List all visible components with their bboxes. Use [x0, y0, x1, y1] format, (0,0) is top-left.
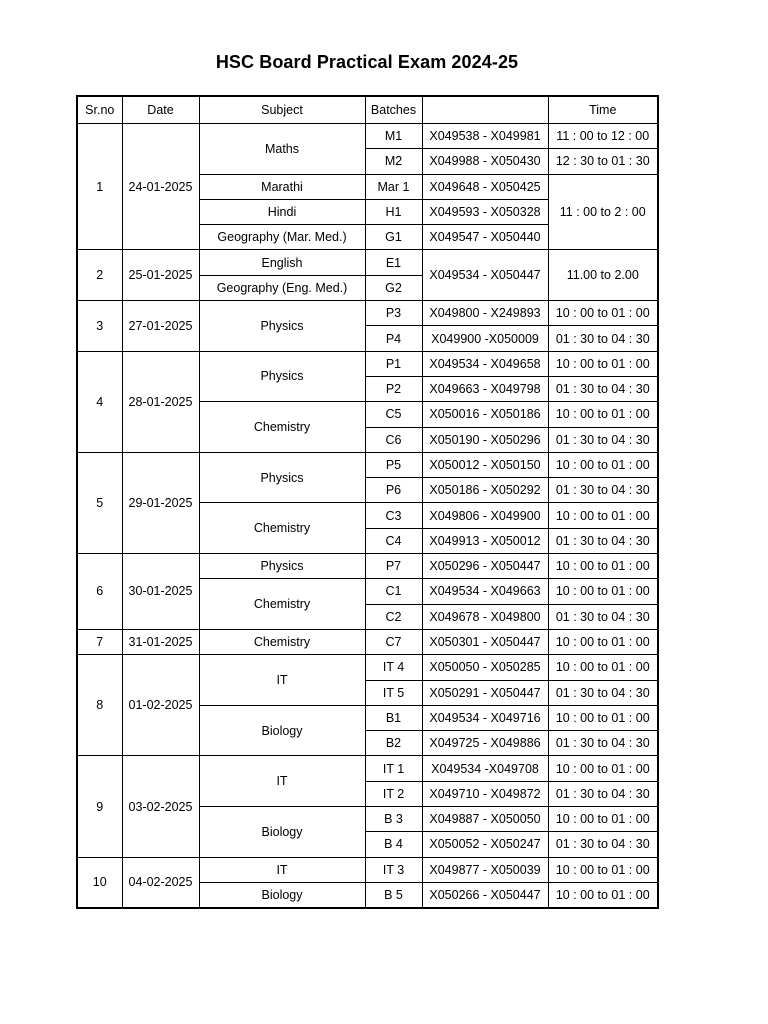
time-cell: 12 : 30 to 01 : 30	[548, 149, 658, 174]
batch-cell: IT 4	[365, 655, 422, 680]
batch-cell: M2	[365, 149, 422, 174]
header-date: Date	[122, 96, 199, 124]
header-sr-no: Sr.no	[77, 96, 122, 124]
batch-cell: P4	[365, 326, 422, 351]
subject-cell: Physics	[199, 554, 365, 579]
schedule-body	[77, 124, 658, 909]
time-cell: 10 : 00 to 01 : 00	[548, 857, 658, 882]
subject-cell: English	[199, 250, 365, 275]
subject-cell: Physics	[199, 351, 365, 402]
batch-cell: P6	[365, 478, 422, 503]
table-row	[77, 756, 658, 781]
time-cell: 10 : 00 to 01 : 00	[548, 705, 658, 730]
sr-no-cell: 1	[77, 124, 122, 250]
subject-cell: Chemistry	[199, 629, 365, 654]
seat-range-cell: X049534 - X049658	[422, 351, 548, 376]
batch-cell: B2	[365, 731, 422, 756]
sr-no-cell: 6	[77, 554, 122, 630]
date-cell: 31-01-2025	[122, 629, 199, 654]
batch-cell: H1	[365, 199, 422, 224]
table-row	[77, 655, 658, 680]
time-cell: 01 : 30 to 04 : 30	[548, 376, 658, 401]
seat-range-cell: X050016 - X050186	[422, 402, 548, 427]
seat-range-cell: X049800 - X249893	[422, 301, 548, 326]
sr-no-cell: 9	[77, 756, 122, 857]
seat-range-cell: X049534 - X049663	[422, 579, 548, 604]
batch-cell: C5	[365, 402, 422, 427]
seat-range-cell: X049534 - X049716	[422, 705, 548, 730]
header-subject: Subject	[199, 96, 365, 124]
page-title: HSC Board Practical Exam 2024-25	[215, 52, 519, 72]
time-cell: 01 : 30 to 04 : 30	[548, 478, 658, 503]
date-cell: 28-01-2025	[122, 351, 199, 452]
batch-cell: IT 5	[365, 680, 422, 705]
header-time: Time	[548, 96, 658, 124]
seat-range-cell: X050050 - X050285	[422, 655, 548, 680]
subject-cell: Chemistry	[199, 503, 365, 554]
seat-range-cell: X050190 - X050296	[422, 427, 548, 452]
date-cell: 01-02-2025	[122, 655, 199, 756]
time-cell: 01 : 30 to 04 : 30	[548, 528, 658, 553]
subject-cell: Maths	[199, 124, 365, 175]
seat-range-cell: X049538 - X049981	[422, 124, 548, 149]
batch-cell: C2	[365, 604, 422, 629]
batch-cell: P5	[365, 452, 422, 477]
sr-no-cell: 2	[77, 250, 122, 301]
subject-cell: Chemistry	[199, 402, 365, 453]
time-cell: 11.00 to 2.00	[548, 250, 658, 301]
sr-no-cell: 10	[77, 857, 122, 908]
table-row	[77, 250, 658, 275]
subject-cell: Biology	[199, 705, 365, 756]
time-cell: 10 : 00 to 01 : 00	[548, 579, 658, 604]
table-row	[77, 554, 658, 579]
date-cell: 04-02-2025	[122, 857, 199, 908]
seat-range-cell: X050052 - X050247	[422, 832, 548, 857]
batch-cell: IT 2	[365, 781, 422, 806]
subject-cell: IT	[199, 756, 365, 807]
table-row	[77, 124, 658, 149]
time-cell: 10 : 00 to 01 : 00	[548, 629, 658, 654]
header-seat-range	[422, 96, 548, 124]
batch-cell: Mar 1	[365, 174, 422, 199]
exam-schedule-table	[76, 95, 659, 909]
batch-cell: B1	[365, 705, 422, 730]
time-cell: 11 : 00 to 2 : 00	[548, 174, 658, 250]
time-cell: 11 : 00 to 12 : 00	[548, 124, 658, 149]
seat-range-cell: X049593 - X050328	[422, 199, 548, 224]
subject-cell: Biology	[199, 882, 365, 908]
seat-range-cell: X050266 - X050447	[422, 882, 548, 908]
subject-cell: Geography (Mar. Med.)	[199, 225, 365, 250]
time-cell: 01 : 30 to 04 : 30	[548, 731, 658, 756]
subject-cell: Geography (Eng. Med.)	[199, 275, 365, 300]
date-cell: 03-02-2025	[122, 756, 199, 857]
time-cell: 10 : 00 to 01 : 00	[548, 301, 658, 326]
batch-cell: C4	[365, 528, 422, 553]
batch-cell: E1	[365, 250, 422, 275]
seat-range-cell: X050186 - X050292	[422, 478, 548, 503]
batch-cell: C1	[365, 579, 422, 604]
sr-no-cell: 5	[77, 452, 122, 553]
table-row	[77, 351, 658, 376]
table-row	[77, 301, 658, 326]
time-cell: 10 : 00 to 01 : 00	[548, 882, 658, 908]
time-cell: 10 : 00 to 01 : 00	[548, 756, 658, 781]
batch-cell: P7	[365, 554, 422, 579]
batch-cell: C6	[365, 427, 422, 452]
time-cell: 10 : 00 to 01 : 00	[548, 655, 658, 680]
seat-range-cell: X049678 - X049800	[422, 604, 548, 629]
seat-range-cell: X050012 - X050150	[422, 452, 548, 477]
seat-range-cell: X049534 - X050447	[422, 250, 548, 301]
seat-range-cell: X049877 - X050039	[422, 857, 548, 882]
seat-range-cell: X049648 - X050425	[422, 174, 548, 199]
seat-range-cell: X049988 - X050430	[422, 149, 548, 174]
subject-cell: Hindi	[199, 199, 365, 224]
batch-cell: P3	[365, 301, 422, 326]
seat-range-cell: X049887 - X050050	[422, 807, 548, 832]
time-cell: 10 : 00 to 01 : 00	[548, 452, 658, 477]
date-cell: 30-01-2025	[122, 554, 199, 630]
time-cell: 01 : 30 to 04 : 30	[548, 604, 658, 629]
time-cell: 01 : 30 to 04 : 30	[548, 680, 658, 705]
table-row	[77, 857, 658, 882]
seat-range-cell: X050296 - X050447	[422, 554, 548, 579]
seat-range-cell: X049900 -X050009	[422, 326, 548, 351]
time-cell: 10 : 00 to 01 : 00	[548, 402, 658, 427]
date-cell: 27-01-2025	[122, 301, 199, 352]
seat-range-cell: X049710 - X049872	[422, 781, 548, 806]
batch-cell: G1	[365, 225, 422, 250]
sr-no-cell: 3	[77, 301, 122, 352]
subject-cell: IT	[199, 857, 365, 882]
batch-cell: M1	[365, 124, 422, 149]
time-cell: 01 : 30 to 04 : 30	[548, 781, 658, 806]
subject-cell: IT	[199, 655, 365, 706]
date-cell: 29-01-2025	[122, 452, 199, 553]
table-header-row	[77, 96, 658, 124]
seat-range-cell: X049806 - X049900	[422, 503, 548, 528]
seat-range-cell: X049663 - X049798	[422, 376, 548, 401]
seat-range-cell: X049725 - X049886	[422, 731, 548, 756]
subject-cell: Biology	[199, 807, 365, 858]
time-cell: 10 : 00 to 01 : 00	[548, 351, 658, 376]
table-row	[77, 452, 658, 477]
time-cell: 01 : 30 to 04 : 30	[548, 832, 658, 857]
time-cell: 10 : 00 to 01 : 00	[548, 503, 658, 528]
subject-cell: Chemistry	[199, 579, 365, 630]
time-cell: 01 : 30 to 04 : 30	[548, 427, 658, 452]
batch-cell: B 5	[365, 882, 422, 908]
seat-range-cell: X050291 - X050447	[422, 680, 548, 705]
header-batches: Batches	[365, 96, 422, 124]
batch-cell: B 3	[365, 807, 422, 832]
time-cell: 10 : 00 to 01 : 00	[548, 554, 658, 579]
date-cell: 24-01-2025	[122, 124, 199, 250]
time-cell: 01 : 30 to 04 : 30	[548, 326, 658, 351]
seat-range-cell: X050301 - X050447	[422, 629, 548, 654]
batch-cell: IT 3	[365, 857, 422, 882]
table-row	[77, 629, 658, 654]
subject-cell: Physics	[199, 452, 365, 503]
sr-no-cell: 7	[77, 629, 122, 654]
seat-range-cell: X049913 - X050012	[422, 528, 548, 553]
seat-range-cell: X049534 -X049708	[422, 756, 548, 781]
sr-no-cell: 4	[77, 351, 122, 452]
subject-cell: Physics	[199, 301, 365, 352]
sr-no-cell: 8	[77, 655, 122, 756]
batch-cell: G2	[365, 275, 422, 300]
date-cell: 25-01-2025	[122, 250, 199, 301]
seat-range-cell: X049547 - X050440	[422, 225, 548, 250]
subject-cell: Marathi	[199, 174, 365, 199]
batch-cell: P1	[365, 351, 422, 376]
batch-cell: P2	[365, 376, 422, 401]
batch-cell: B 4	[365, 832, 422, 857]
batch-cell: IT 1	[365, 756, 422, 781]
batch-cell: C7	[365, 629, 422, 654]
time-cell: 10 : 00 to 01 : 00	[548, 807, 658, 832]
batch-cell: C3	[365, 503, 422, 528]
